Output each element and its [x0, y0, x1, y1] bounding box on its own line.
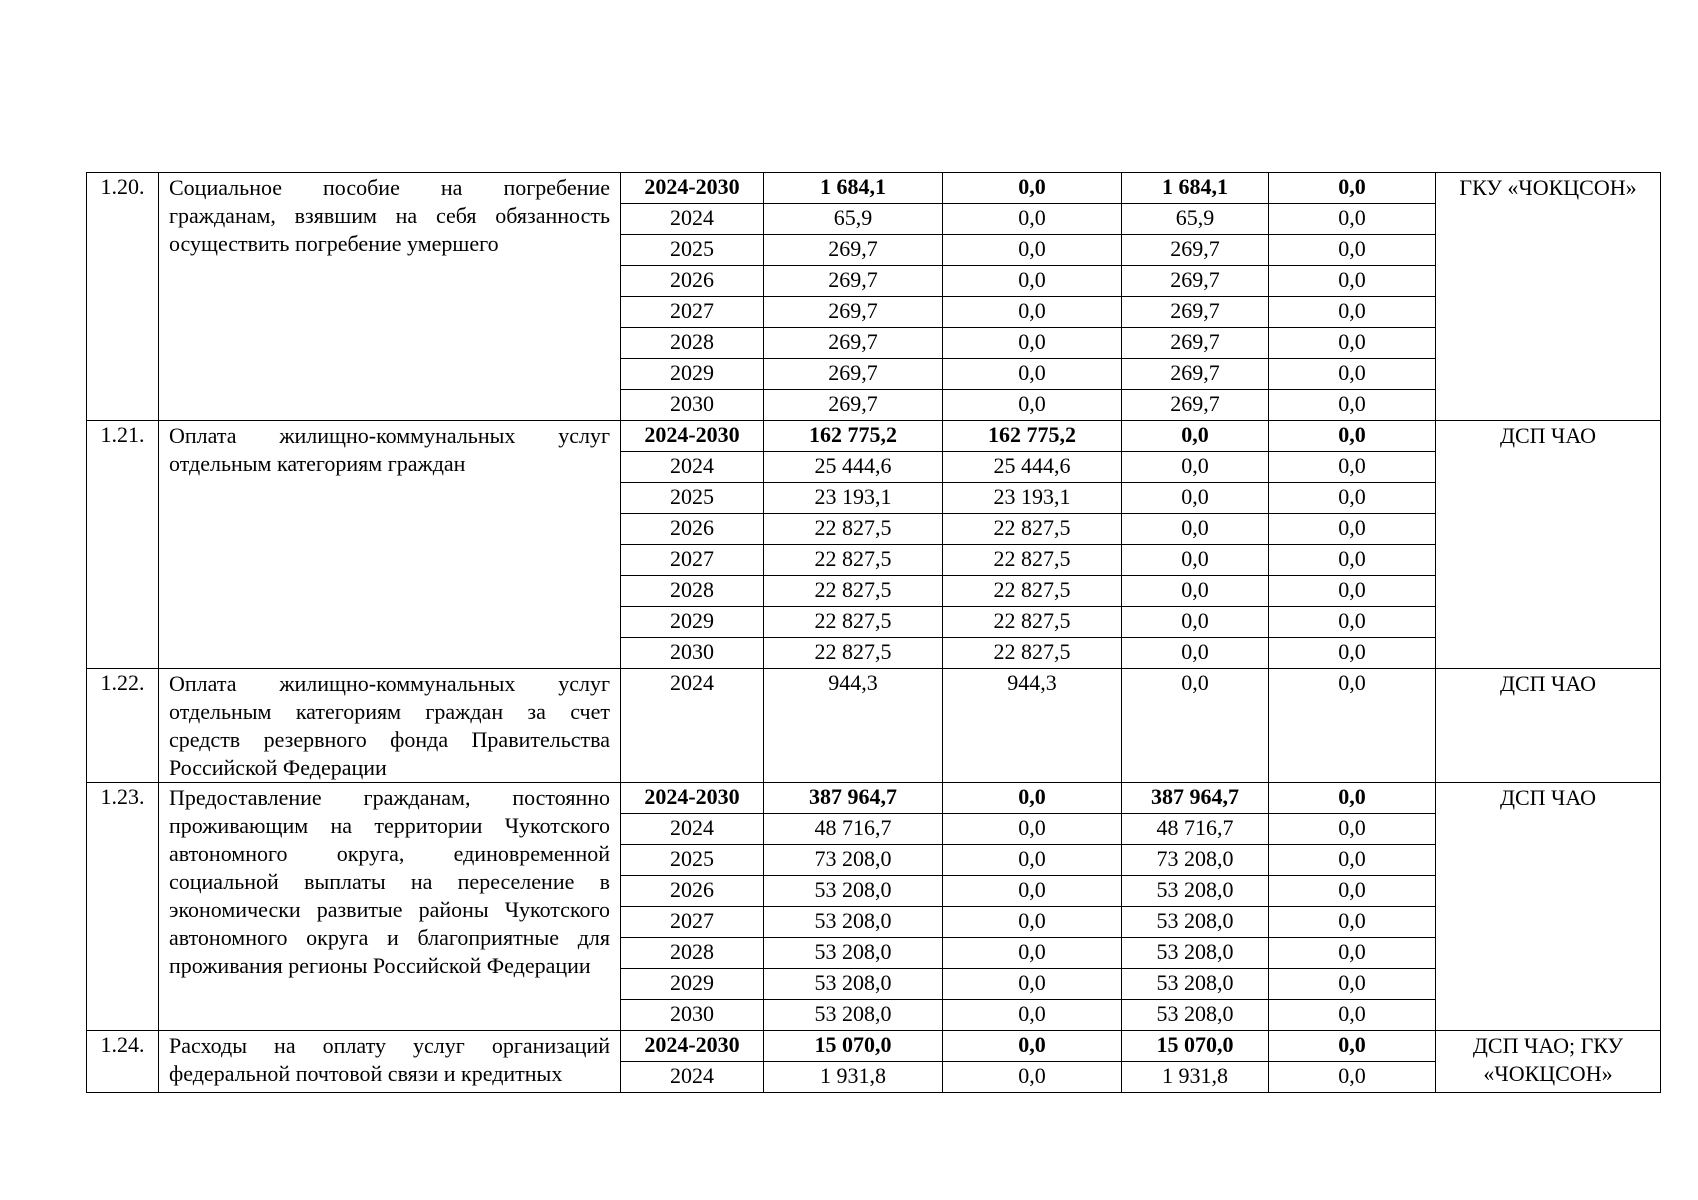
period-cell: 2030 — [621, 638, 764, 669]
source-b-cell: 0,0 — [1122, 514, 1269, 545]
total-cell: 48 716,7 — [764, 814, 943, 845]
section-number: 1.24. — [87, 1031, 159, 1093]
source-c-cell: 0,0 — [1269, 173, 1436, 204]
period-cell: 2027 — [621, 907, 764, 938]
period-cell: 2028 — [621, 576, 764, 607]
table-row — [87, 421, 1661, 452]
source-c-cell: 0,0 — [1269, 669, 1436, 783]
source-c-cell: 0,0 — [1269, 607, 1436, 638]
period-cell: 2026 — [621, 514, 764, 545]
source-c-cell: 0,0 — [1269, 969, 1436, 1000]
table-body — [87, 173, 1661, 1093]
source-c-cell: 0,0 — [1269, 483, 1436, 514]
source-c-cell: 0,0 — [1269, 638, 1436, 669]
total-cell: 269,7 — [764, 235, 943, 266]
total-cell: 944,3 — [764, 669, 943, 783]
period-cell: 2029 — [621, 359, 764, 390]
period-cell: 2026 — [621, 266, 764, 297]
table-row — [87, 1031, 1661, 1062]
source-b-cell: 73 208,0 — [1122, 845, 1269, 876]
section-description: Социальное пособие на погребение гражданам, взявшим на себя обязанность осуществить погребение умершего — [159, 173, 621, 421]
source-a-cell: 944,3 — [943, 669, 1122, 783]
total-cell: 22 827,5 — [764, 607, 943, 638]
executor-cell: ДСП ЧАО — [1436, 783, 1661, 1031]
source-a-cell: 0,0 — [943, 1031, 1122, 1062]
source-c-cell: 0,0 — [1269, 545, 1436, 576]
source-b-cell: 53 208,0 — [1122, 938, 1269, 969]
source-b-cell: 269,7 — [1122, 359, 1269, 390]
section-description: Оплата жилищно-коммунальных услуг отдельным категориям граждан — [159, 421, 621, 669]
period-cell: 2030 — [621, 390, 764, 421]
total-cell: 269,7 — [764, 297, 943, 328]
source-a-cell: 23 193,1 — [943, 483, 1122, 514]
source-c-cell: 0,0 — [1269, 1031, 1436, 1062]
total-cell: 22 827,5 — [764, 638, 943, 669]
source-c-cell: 0,0 — [1269, 938, 1436, 969]
source-a-cell: 0,0 — [943, 266, 1122, 297]
source-a-cell: 0,0 — [943, 1000, 1122, 1031]
table-row — [87, 783, 1661, 814]
period-cell: 2024 — [621, 1062, 764, 1093]
period-cell: 2024 — [621, 814, 764, 845]
source-b-cell: 269,7 — [1122, 266, 1269, 297]
source-c-cell: 0,0 — [1269, 452, 1436, 483]
source-c-cell: 0,0 — [1269, 235, 1436, 266]
period-cell: 2025 — [621, 845, 764, 876]
source-b-cell: 0,0 — [1122, 545, 1269, 576]
total-cell: 22 827,5 — [764, 576, 943, 607]
period-cell: 2027 — [621, 545, 764, 576]
period-cell: 2024 — [621, 669, 764, 783]
source-a-cell: 25 444,6 — [943, 452, 1122, 483]
source-a-cell: 162 775,2 — [943, 421, 1122, 452]
source-a-cell: 0,0 — [943, 907, 1122, 938]
source-b-cell: 269,7 — [1122, 328, 1269, 359]
total-cell: 53 208,0 — [764, 907, 943, 938]
total-cell: 22 827,5 — [764, 514, 943, 545]
section-description: Предоставление гражданам, постоянно проживающим на территории Чукотского автономного округа, единовременной социальной выплаты на переселение в экономически развитые районы Чукотского автономного округа и благоприятные для проживания регионы Российской Федерации — [159, 783, 621, 1031]
source-a-cell: 22 827,5 — [943, 607, 1122, 638]
source-b-cell: 48 716,7 — [1122, 814, 1269, 845]
source-a-cell: 0,0 — [943, 969, 1122, 1000]
section-number: 1.22. — [87, 669, 159, 783]
section-number: 1.21. — [87, 421, 159, 669]
source-c-cell: 0,0 — [1269, 514, 1436, 545]
total-cell: 53 208,0 — [764, 938, 943, 969]
total-cell: 53 208,0 — [764, 876, 943, 907]
total-cell: 73 208,0 — [764, 845, 943, 876]
source-a-cell: 0,0 — [943, 359, 1122, 390]
total-cell: 65,9 — [764, 204, 943, 235]
section-description: Расходы на оплату услуг организаций федеральной почтовой связи и кредитных — [159, 1031, 621, 1093]
source-a-cell: 0,0 — [943, 204, 1122, 235]
table-row — [87, 173, 1661, 204]
source-b-cell: 0,0 — [1122, 576, 1269, 607]
source-b-cell: 65,9 — [1122, 204, 1269, 235]
source-c-cell: 0,0 — [1269, 297, 1436, 328]
source-c-cell: 0,0 — [1269, 907, 1436, 938]
source-c-cell: 0,0 — [1269, 1062, 1436, 1093]
total-cell: 162 775,2 — [764, 421, 943, 452]
source-b-cell: 387 964,7 — [1122, 783, 1269, 814]
total-cell: 22 827,5 — [764, 545, 943, 576]
total-cell: 15 070,0 — [764, 1031, 943, 1062]
source-b-cell: 1 931,8 — [1122, 1062, 1269, 1093]
total-cell: 53 208,0 — [764, 1000, 943, 1031]
source-c-cell: 0,0 — [1269, 876, 1436, 907]
period-cell: 2024-2030 — [621, 1031, 764, 1062]
executor-cell: ГКУ «ЧОКЦСОН» — [1436, 173, 1661, 421]
source-a-cell: 22 827,5 — [943, 545, 1122, 576]
period-cell: 2027 — [621, 297, 764, 328]
source-b-cell: 53 208,0 — [1122, 907, 1269, 938]
source-c-cell: 0,0 — [1269, 266, 1436, 297]
source-b-cell: 1 684,1 — [1122, 173, 1269, 204]
total-cell: 23 193,1 — [764, 483, 943, 514]
source-b-cell: 0,0 — [1122, 483, 1269, 514]
period-cell: 2026 — [621, 876, 764, 907]
total-cell: 53 208,0 — [764, 969, 943, 1000]
period-cell: 2028 — [621, 328, 764, 359]
source-c-cell: 0,0 — [1269, 783, 1436, 814]
executor-cell: ДСП ЧАО — [1436, 669, 1661, 783]
source-a-cell: 0,0 — [943, 390, 1122, 421]
source-b-cell: 269,7 — [1122, 297, 1269, 328]
source-a-cell: 0,0 — [943, 235, 1122, 266]
source-c-cell: 0,0 — [1269, 814, 1436, 845]
source-c-cell: 0,0 — [1269, 204, 1436, 235]
source-a-cell: 0,0 — [943, 938, 1122, 969]
period-cell: 2024 — [621, 452, 764, 483]
executor-cell: ДСП ЧАО; ГКУ «ЧОКЦСОН» — [1436, 1031, 1661, 1093]
total-cell: 269,7 — [764, 359, 943, 390]
period-cell: 2024-2030 — [621, 173, 764, 204]
period-cell: 2024-2030 — [621, 421, 764, 452]
period-cell: 2029 — [621, 607, 764, 638]
source-a-cell: 22 827,5 — [943, 638, 1122, 669]
source-a-cell: 0,0 — [943, 297, 1122, 328]
total-cell: 387 964,7 — [764, 783, 943, 814]
source-a-cell: 0,0 — [943, 814, 1122, 845]
total-cell: 269,7 — [764, 266, 943, 297]
total-cell: 1 931,8 — [764, 1062, 943, 1093]
source-b-cell: 53 208,0 — [1122, 1000, 1269, 1031]
total-cell: 1 684,1 — [764, 173, 943, 204]
section-description: Оплата жилищно-коммунальных услуг отдельным категориям граждан за счет средств резервного фонда Правительства Российской Федерации — [159, 669, 621, 783]
source-c-cell: 0,0 — [1269, 576, 1436, 607]
table-row — [87, 669, 1661, 783]
executor-cell: ДСП ЧАО — [1436, 421, 1661, 669]
source-b-cell: 15 070,0 — [1122, 1031, 1269, 1062]
section-number: 1.20. — [87, 173, 159, 421]
source-a-cell: 22 827,5 — [943, 576, 1122, 607]
source-b-cell: 0,0 — [1122, 669, 1269, 783]
source-a-cell: 22 827,5 — [943, 514, 1122, 545]
total-cell: 269,7 — [764, 390, 943, 421]
financing-table — [86, 172, 1661, 1093]
section-number: 1.23. — [87, 783, 159, 1031]
period-cell: 2029 — [621, 969, 764, 1000]
source-b-cell: 269,7 — [1122, 235, 1269, 266]
source-a-cell: 0,0 — [943, 328, 1122, 359]
source-a-cell: 0,0 — [943, 173, 1122, 204]
period-cell: 2024 — [621, 204, 764, 235]
period-cell: 2025 — [621, 483, 764, 514]
source-a-cell: 0,0 — [943, 845, 1122, 876]
source-c-cell: 0,0 — [1269, 359, 1436, 390]
source-b-cell: 53 208,0 — [1122, 876, 1269, 907]
source-b-cell: 0,0 — [1122, 421, 1269, 452]
source-b-cell: 0,0 — [1122, 607, 1269, 638]
source-a-cell: 0,0 — [943, 1062, 1122, 1093]
source-c-cell: 0,0 — [1269, 1000, 1436, 1031]
source-b-cell: 269,7 — [1122, 390, 1269, 421]
source-c-cell: 0,0 — [1269, 845, 1436, 876]
source-b-cell: 0,0 — [1122, 638, 1269, 669]
source-a-cell: 0,0 — [943, 876, 1122, 907]
period-cell: 2030 — [621, 1000, 764, 1031]
period-cell: 2028 — [621, 938, 764, 969]
total-cell: 25 444,6 — [764, 452, 943, 483]
period-cell: 2025 — [621, 235, 764, 266]
source-a-cell: 0,0 — [943, 783, 1122, 814]
source-b-cell: 0,0 — [1122, 452, 1269, 483]
source-c-cell: 0,0 — [1269, 390, 1436, 421]
source-b-cell: 53 208,0 — [1122, 969, 1269, 1000]
period-cell: 2024-2030 — [621, 783, 764, 814]
source-c-cell: 0,0 — [1269, 421, 1436, 452]
source-c-cell: 0,0 — [1269, 328, 1436, 359]
total-cell: 269,7 — [764, 328, 943, 359]
